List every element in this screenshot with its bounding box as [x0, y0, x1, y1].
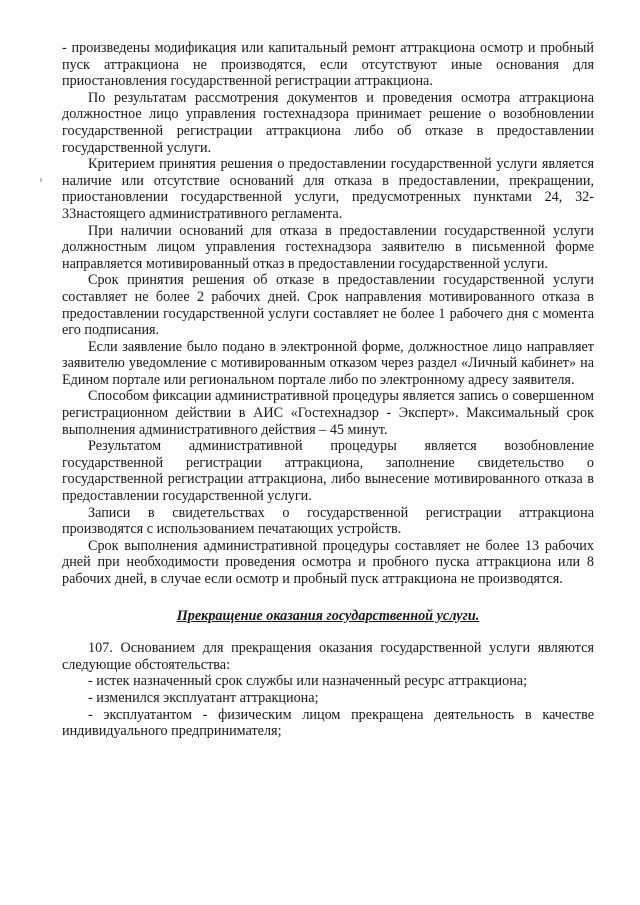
paragraph: 107. Основанием для прекращения оказания государственной услуги являются следующие обстоятельства: [62, 640, 594, 673]
paragraph: Критерием принятия решения о предоставлении государственной услуги является наличие или отсутствие оснований для отказа в предоставлении, прекращении, приостановлении государственной услуги, предусмотренных пунктами 24, 32-33настоящего административного регламента. [62, 156, 594, 222]
paragraph: Срок принятия решения об отказе в предоставлении государственной услуги составляет не более 2 рабочих дней. Срок направления мотивированного отказа в предоставлении государственной услуги составляет не более 1 рабочего дня с момента его подписания. [62, 272, 594, 339]
paragraph: При наличии оснований для отказа в предоставлении государственной услуги должностным лицом управления гостехнадзора заявителю в письменной форме направляется мотивированный отказ в предоставлении государственной услуги. [62, 222, 594, 272]
list-item: - истек назначенный срок службы или назначенный ресурс аттракциона; [88, 673, 528, 690]
scan-mark [40, 178, 42, 182]
paragraph: - произведены модификация или капитальный ремонт аттракциона осмотр и пробный пуск аттракциона не производятся, если отсутствуют иные основания для приостановления государственной регистрации аттракциона. [62, 40, 594, 90]
section-heading: Прекращение оказания государственной услуги. [176, 607, 480, 624]
list-item: - эксплуатантом - физическим лицом прекращена деятельность в качестве индивидуального предпринимателя; [62, 706, 594, 740]
paragraph: Результатом административной процедуры является возобновление государственной регистрации аттракциона, заполнение свидетельство о государственной регистрации аттракциона, либо вынесение мотивированного отказа в предоставлении государственной услуги. [62, 438, 594, 505]
paragraph: По результатам рассмотрения документов и проведения осмотра аттракциона должностное лицо управления гостехнадзора принимает решение о возобновлении государственной регистрации аттракциона либо об отказе в предоставлении государственной услуги. [62, 89, 594, 156]
paragraph: Срок выполнения административной процедуры составляет не более 13 рабочих дней при необходимости проведения осмотра и пробного пуска аттракциона или 8 рабочих дней, в случае если осмотр и пробный пуск аттракциона не производятся. [62, 537, 594, 587]
paragraph: Способом фиксации административной процедуры является запись о совершенном регистрационном действии в АИС «Гостехнадзор - Эксперт». Максимальный срок выполнения административного действия – 45 минут. [62, 388, 594, 438]
list-item: - изменился эксплуатант аттракциона; [88, 689, 319, 706]
paragraph: Если заявление было подано в электронной форме, должностное лицо направляет заявителю уведомление с мотивированным отказом через раздел «Личный кабинет» на Едином портале или региональном портале либо по электронному адресу заявителя. [62, 338, 594, 388]
document-body [62, 40, 594, 740]
paragraph: Записи в свидетельствах о государственной регистрации аттракциона производятся с использованием печатающих устройств. [62, 504, 594, 538]
